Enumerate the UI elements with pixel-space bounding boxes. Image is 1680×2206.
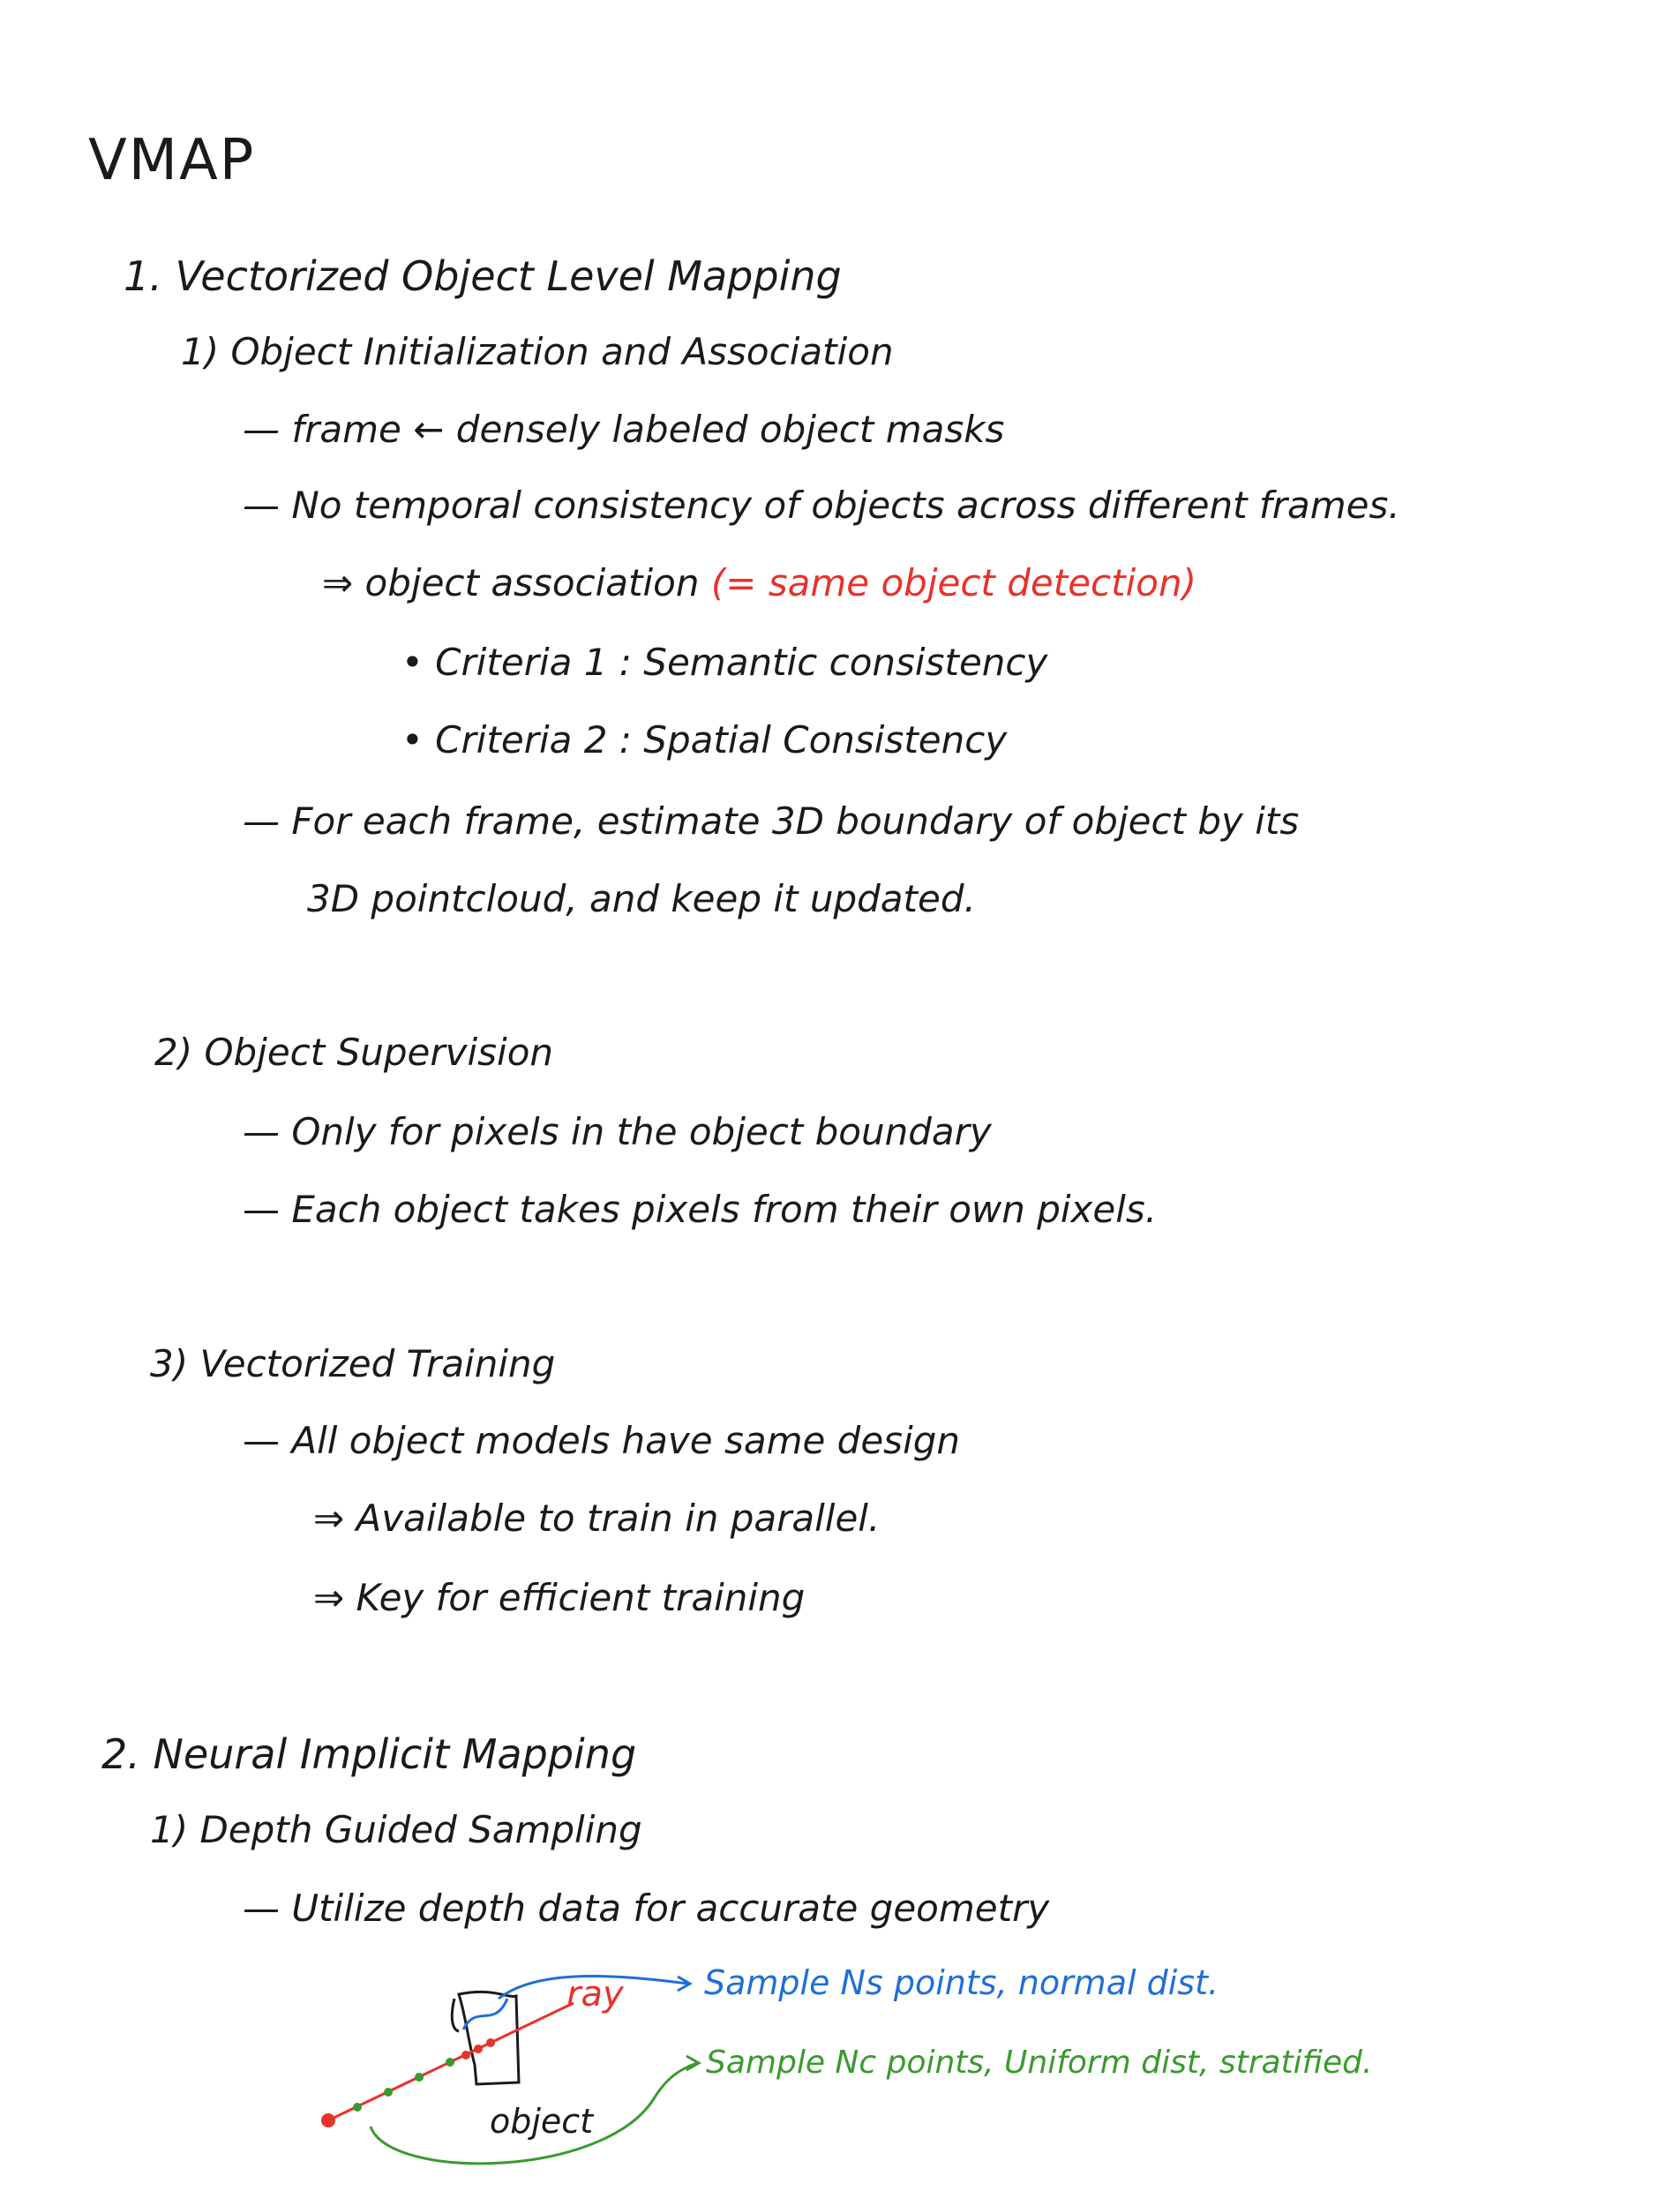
criteria1: • Criteria 1 : Semantic consistency	[401, 641, 1048, 684]
sub1-bullet2: — No temporal consistency of objects across different frames.	[243, 484, 1400, 527]
sub1-bullet1: — frame ← densely labeled object masks	[243, 408, 1005, 451]
section1-heading: 1. Vectorized Object Level Mapping	[124, 252, 842, 300]
surface-sample-point	[461, 2051, 470, 2060]
section2-heading: 2. Neural Implicit Mapping	[101, 1730, 637, 1778]
sub2-bullet1: — Only for pixels in the object boundary	[243, 1110, 992, 1153]
sub3-heading: 3) Vectorized Training	[150, 1342, 556, 1385]
sub1-bullet3-line1: — For each frame, estimate 3D boundary of object by its	[243, 799, 1300, 843]
surface-sample-point	[474, 2045, 483, 2053]
sub3-arrow2: ⇒ Key for efficient training	[313, 1576, 806, 1619]
sub2-bullet2: — Each object takes pixels from their own pixels.	[243, 1188, 1158, 1231]
object-label: object	[490, 2102, 594, 2141]
uniform-sample-point	[415, 2073, 424, 2082]
uniform-sample-point	[384, 2088, 393, 2097]
uniform-sample-point	[353, 2103, 362, 2112]
object-outline	[459, 1992, 519, 2084]
sub2-heading: 2) Object Supervision	[154, 1031, 554, 1074]
normal-dist-curve	[463, 1999, 507, 2030]
sub3-arrow1: ⇒ Available to train in parallel.	[313, 1497, 881, 1540]
implication-note: (= same object detection)	[710, 561, 1196, 604]
criteria2: • Criteria 2 : Spatial Consistency	[401, 718, 1008, 762]
green-arrow-head	[686, 2056, 699, 2070]
green-note: Sample Nc points, Uniform dist, stratified.	[706, 2045, 1373, 2081]
object-inner-curve	[452, 1999, 459, 2031]
blue-note: Sample Ns points, normal dist.	[704, 1963, 1219, 2002]
page-title: VMAP	[88, 128, 256, 193]
uniform-sample-point	[446, 2058, 454, 2067]
ray-label: ray	[566, 1974, 624, 2015]
surface-sample-point	[486, 2038, 495, 2047]
implication-text: ⇒ object association	[322, 561, 700, 604]
s2-sub1-heading: 1) Depth Guided Sampling	[150, 1808, 642, 1851]
sub1-bullet3-line2: 3D pointcloud, and keep it updated.	[307, 877, 976, 920]
ray-origin-point	[321, 2113, 335, 2127]
s2-sub1-bullet1: — Utilize depth data for accurate geometry	[243, 1887, 1050, 1930]
sub1-heading: 1) Object Initialization and Association	[181, 330, 894, 373]
sub3-bullet1: — All object models have same design	[243, 1419, 961, 1462]
